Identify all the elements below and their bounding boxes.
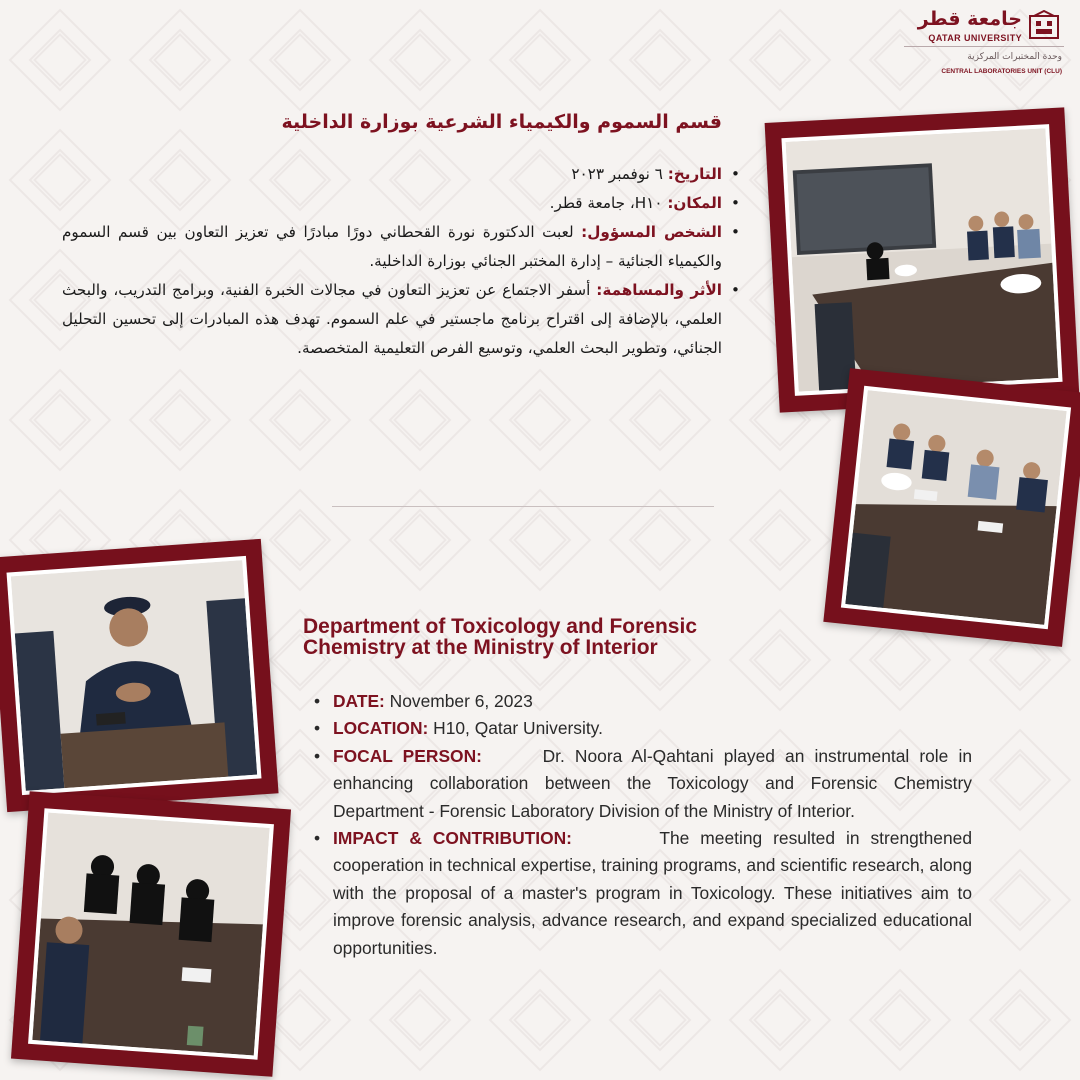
arabic-item-text: لعبت الدكتورة نورة القحطاني دورًا مبادرًا في تعزيز التعاون بين قسم السموم والكيمياء الجنائية – إدارة المختبر الجنائي بوزارة الداخلية. [62, 223, 722, 270]
meeting-photo-officer-portrait [0, 539, 279, 812]
arabic-title: قسم السموم والكيمياء الشرعية بوزارة الداخلية [281, 111, 722, 133]
arabic-item-focal-person [62, 218, 722, 276]
english-item-text: Dr. Noora Al-Qahtani played an instrumental role in enhancing collaboration between the Toxicology and Forensic Chemistry Department - Forensic Laboratory Division of the Ministry of Interior. [333, 745, 977, 821]
arabic-item-label: التاريخ: [667, 165, 722, 183]
logo-unit-english: CENTRAL LABORATORIES UNIT (CLU) [941, 68, 1062, 75]
english-item-focal-person [314, 743, 977, 825]
meeting-photo-top-right [765, 107, 1080, 412]
arabic-item-label: الأثر والمساهمة: [596, 281, 722, 299]
officers-photo-image [845, 390, 1066, 625]
meeting-photo-image [786, 128, 1059, 391]
arabic-item-text: ٦ نوفمبر ٢٠٢٣ [571, 165, 668, 183]
english-item-location [314, 715, 972, 742]
english-item-text: H10, Qatar University. [428, 718, 603, 739]
english-details-list [314, 688, 977, 962]
english-item-text: The meeting resulted in strengthened cooperation in technical expertise, training programs, and scientific research, along with the proposal of a master's program in Toxicology. These initiatives aim to improve forensic analysis, advance research, and expand specialized educational opportunities. [333, 828, 977, 958]
english-item-impact [314, 825, 977, 962]
qatar-university-logo [896, 8, 1066, 74]
logo-name-english: QATAR UNIVERSITY [928, 33, 1022, 43]
english-item-label: IMPACT & CONTRIBUTION: [333, 828, 572, 849]
officer-portrait-image [11, 560, 257, 791]
arabic-item-label: المكان: [667, 194, 722, 212]
arabic-item-label: الشخص المسؤول: [581, 223, 722, 241]
arabic-item-date [62, 160, 722, 189]
arabic-item-text: H١٠، جامعة قطر. [549, 194, 668, 212]
arabic-details-list [62, 160, 744, 363]
arabic-item-location [62, 189, 722, 218]
english-title: Department of Toxicology and Forensic Chemistry at the Ministry of Interior [303, 615, 697, 659]
section-divider [332, 506, 714, 507]
english-item-label: FOCAL PERSON: [333, 745, 482, 766]
arabic-item-impact [62, 276, 722, 363]
attendees-photo-image [32, 813, 269, 1056]
english-item-date [314, 688, 972, 715]
english-item-text: November 6, 2023 [384, 691, 533, 711]
logo-name-arabic: جامعة قطر [917, 8, 1022, 30]
meeting-photo-officers [823, 368, 1080, 647]
meeting-photo-attendees [11, 791, 291, 1077]
university-emblem-icon [1028, 10, 1060, 42]
english-item-label: DATE: [333, 691, 385, 711]
arabic-item-text: أسفر الاجتماع عن تعزيز التعاون في مجالات الخبرة الفنية، وبرامج التدريب، والبحث العلمي، بالإضافة إلى اقتراح برنامج ماجستير في علم السموم. تهدف هذه المبادرات إلى تحسين التحليل الجنائي، وتطوير البحث العلمي، وتوسيع الفرص التعليمية المتخصصة. [62, 281, 722, 357]
english-item-label: LOCATION: [333, 718, 429, 739]
logo-unit-arabic: وحدة المختبرات المركزية [967, 52, 1062, 62]
logo-divider [904, 46, 1064, 47]
